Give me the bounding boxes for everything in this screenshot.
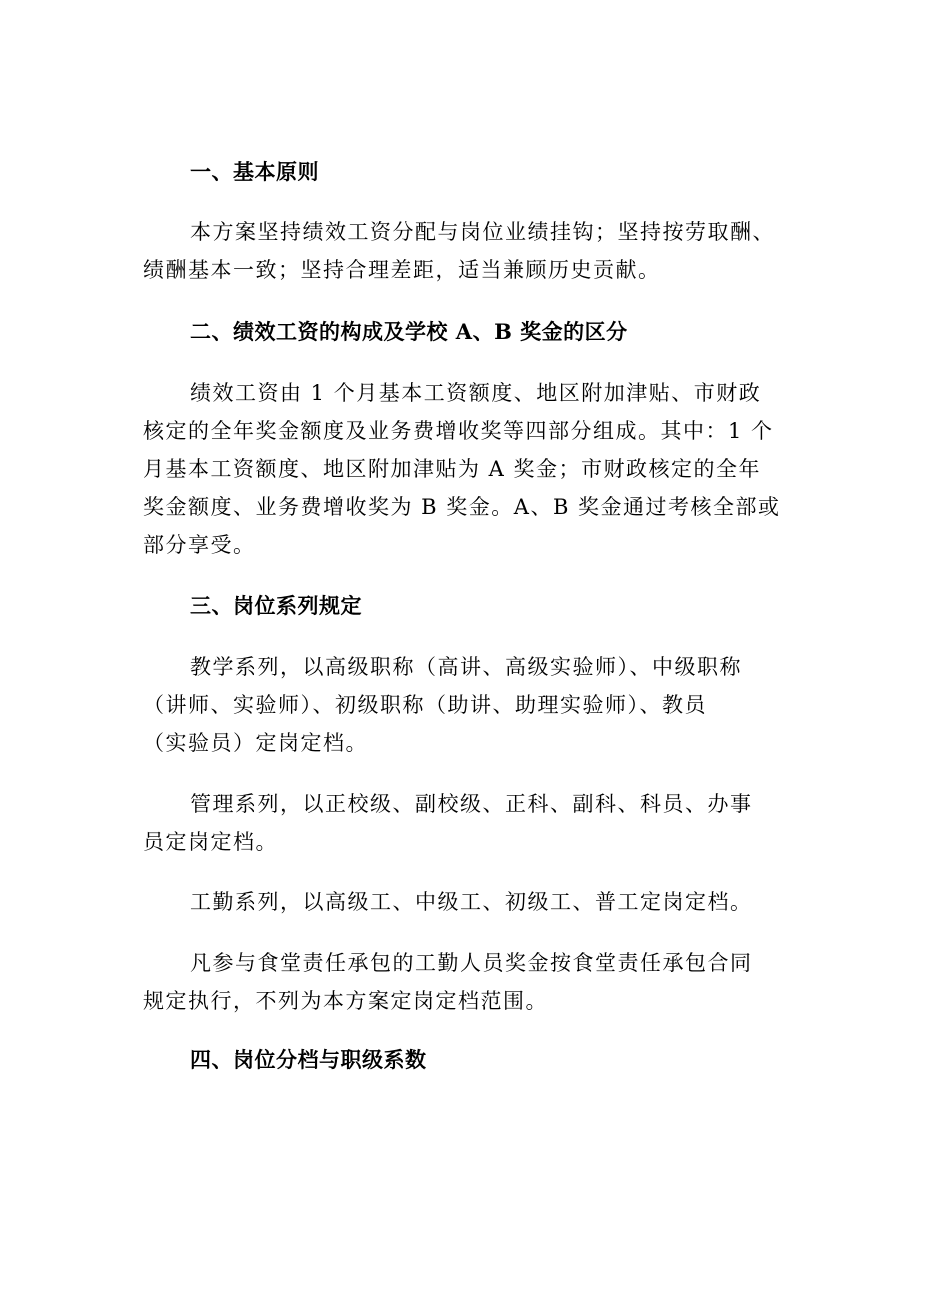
paragraph-line: 凡参与食堂责任承包的工勤人员奖金按食堂责任承包合同 — [190, 951, 753, 975]
paragraph-line: 本方案坚持绩效工资分配与岗位业绩挂钩；坚持按劳取酬、 — [190, 220, 775, 244]
paragraph-basic-principles — [143, 213, 813, 289]
paragraph-line: 奖金额度、业务费增收奖为 B 奖金。A、B 奖金通过考核全部或 — [143, 495, 781, 519]
paragraph-line: 管理系列，以正校级、副校级、正科、副科、科员、办事 — [190, 792, 753, 816]
paragraph-pay-composition — [143, 374, 813, 564]
paragraph-logistics-series — [143, 883, 813, 921]
paragraph-management-series — [143, 785, 813, 861]
paragraph-line: 核定的全年奖金额度及业务费增收奖等四部分组成。其中：1 个 — [143, 419, 774, 443]
paragraph-line: 绩酬基本一致；坚持合理差距，适当兼顾历史贡献。 — [143, 258, 661, 282]
paragraph-teaching-series — [143, 648, 813, 762]
section-heading-basic-principles: 一、基本原则 — [190, 159, 319, 184]
paragraph-line: 工勤系列，以高级工、中级工、初级工、普工定岗定档。 — [190, 890, 753, 914]
section-heading-pay-composition: 二、绩效工资的构成及学校 A、B 奖金的区分 — [190, 319, 628, 344]
paragraph-canteen-contract — [143, 944, 813, 1020]
paragraph-line: （实验员）定岗定档。 — [143, 731, 368, 755]
paragraph-line: 月基本工资额度、地区附加津贴为 A 奖金；市财政核定的全年 — [143, 457, 762, 481]
paragraph-line: 规定执行，不列为本方案定岗定档范围。 — [143, 989, 548, 1013]
paragraph-line: 教学系列，以高级职称（高讲、高级实验师）、中级职称 — [190, 655, 742, 679]
paragraph-line: 部分享受。 — [143, 533, 256, 557]
paragraph-line: 员定岗定档。 — [143, 830, 278, 854]
paragraph-line: （讲师、实验师）、初级职称（助讲、助理实验师）、教员 — [143, 693, 707, 717]
section-heading-position-grading: 四、岗位分档与职级系数 — [190, 1047, 427, 1072]
paragraph-line: 绩效工资由 1 个月基本工资额度、地区附加津贴、市财政 — [190, 381, 762, 405]
section-heading-position-series: 三、岗位系列规定 — [190, 593, 362, 618]
